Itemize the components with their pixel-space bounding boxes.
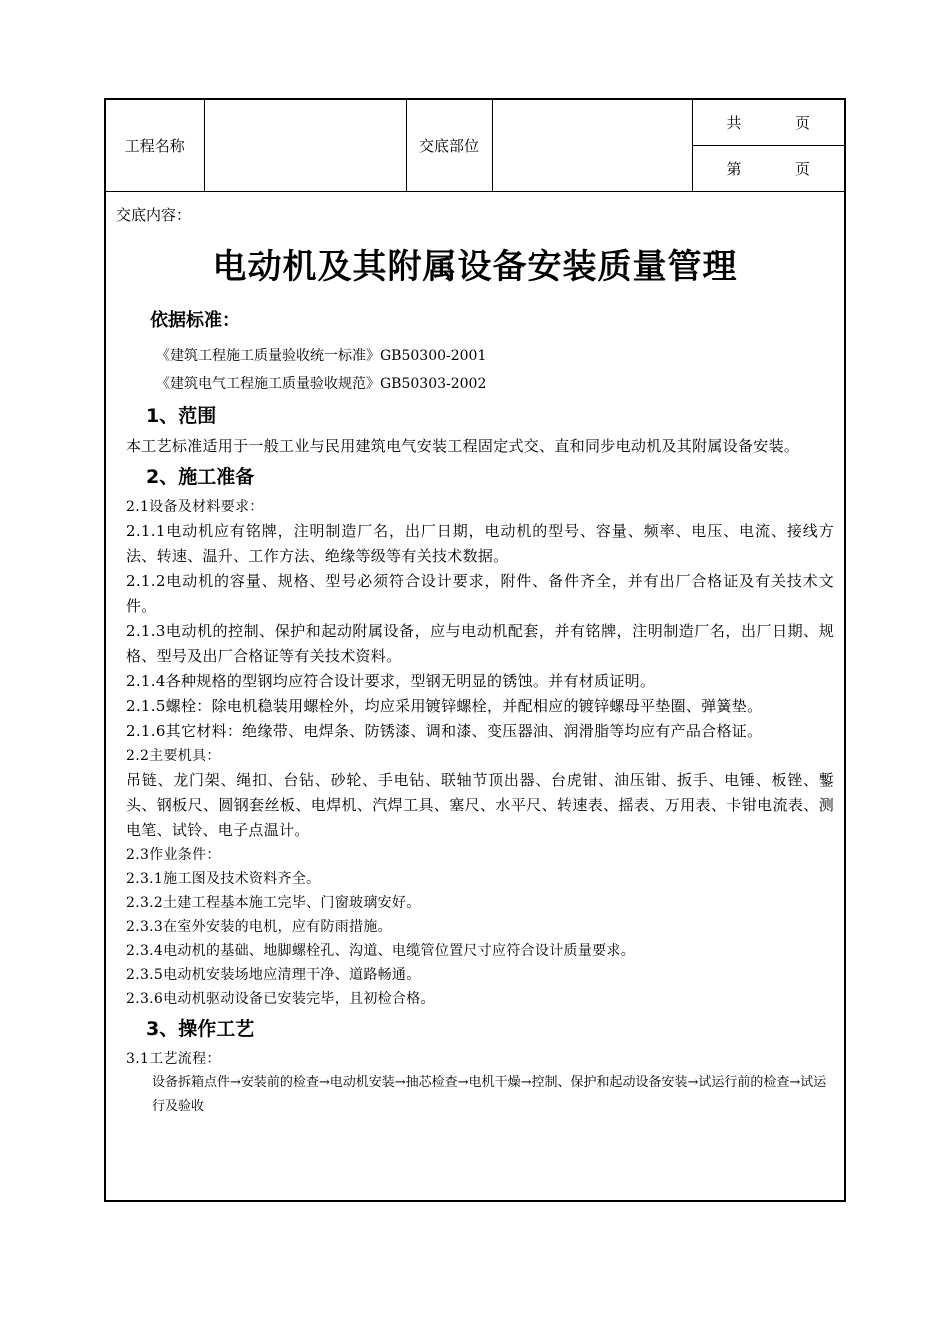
paragraph-2-1-3: 2.1.3电动机的控制、保护和起动附属设备，应与电动机配套，并有铭牌，注明制造厂名，出厂日期、规格、型号及出厂合格证等有关技术资料。 (126, 622, 834, 665)
paragraph-2-1-5: 2.1.5螺栓：除电机稳装用螺栓外，均应采用镀锌螺栓，并配相应的镀锌螺母平垫圈、弹簧垫。 (126, 697, 763, 715)
paragraph-2-3-6: 2.3.6电动机驱动设备已安装完毕，且初检合格。 (126, 991, 435, 1007)
total-pages-label: 共 (726, 114, 742, 132)
paragraph-2-1-4: 2.1.4各种规格的型钢均应符合设计要求，型钢无明显的锈蚀。并有材质证明。 (126, 672, 656, 690)
basis-heading: 依据标准： (150, 310, 240, 331)
document-title: 电动机及其附属设备安装质量管理 (212, 247, 738, 287)
subheading-3-1: 3.1工艺流程： (126, 1051, 221, 1067)
subheading-2-1: 2.1设备及材料要求： (126, 499, 264, 515)
project-name-value[interactable] (204, 100, 406, 192)
scope-text: 本工艺标准适用于一般工业与民用建筑电气安装工程固定式交、直和同步电动机及其附属设备安装。 (126, 437, 800, 455)
section-heading-preparation: 2、施工准备 (146, 466, 255, 488)
paragraph-2-1-6: 2.1.6其它材料：绝缘带、电焊条、防锈漆、调和漆、变压器油、润滑脂等均应有产品合格证。 (126, 722, 763, 740)
disclosure-sheet (104, 98, 846, 1202)
paragraph-2-1-1: 2.1.1电动机应有铭牌，注明制造厂名，出厂日期，电动机的型号、容量、频率、电压、电流、接线方法、转速、温升、工作方法、绝缘等级等有关技术数据。 (126, 522, 834, 565)
header-table (106, 100, 844, 192)
paragraph-2-3-3: 2.3.3在室外安装的电机，应有防雨措施。 (126, 919, 392, 935)
page-unit: 页 (794, 114, 810, 132)
disclosure-content (106, 192, 844, 1200)
page-number-label: 第 (726, 160, 742, 178)
location-label: 交底部位 (406, 100, 492, 192)
section-heading-scope: 1、范围 (146, 405, 217, 427)
paragraph-2-3-5: 2.3.5电动机安装场地应清理干净、道路畅通。 (126, 967, 421, 983)
project-name-label: 工程名称 (106, 100, 204, 192)
standard-item: 《建筑电气工程施工质量验收规范》GB50303-2002 (156, 376, 487, 392)
paragraph-2-3-1: 2.3.1施工图及技术资料齐全。 (126, 871, 321, 887)
paragraph-2-1-2: 2.1.2电动机的容量、规格、型号必须符合设计要求，附件、备件齐全，并有出厂合格证及有关技术文件。 (126, 572, 834, 615)
paragraph-2-3-2: 2.3.2土建工程基本施工完毕、门窗玻璃安好。 (126, 895, 421, 911)
page-number-cell (692, 146, 844, 192)
standard-item: 《建筑工程施工质量验收统一标准》GB50300-2001 (156, 348, 487, 364)
paragraph-2-3-4: 2.3.4电动机的基础、地脚螺栓孔、沟道、电缆管位置尺寸应符合设计质量要求。 (126, 943, 636, 959)
process-flow: 设备拆箱点件→安装前的检查→电动机安装→抽芯检查→电机干燥→控制、保护和起动设备安装→试运行前的检查→试运行及验收 (152, 1075, 827, 1114)
content-lead-label: 交底内容： (116, 206, 192, 224)
subheading-2-2: 2.2主要机具： (126, 748, 221, 764)
section-heading-process: 3、操作工艺 (146, 1018, 255, 1040)
page-unit: 页 (794, 160, 810, 178)
location-value[interactable] (492, 100, 692, 192)
total-pages-cell (692, 100, 844, 146)
tools-list: 吊链、龙门架、绳扣、台钻、砂轮、手电钻、联轴节顶出器、台虎钳、油压钳、扳手、电锤、板锉、鏨头、钢板尺、圆钢套丝板、电焊机、汽焊工具、塞尺、水平尺、转速表、摇表、万用表、卡钳电流表、测电笔、试铃、电子点温计。 (126, 771, 834, 839)
subheading-2-3: 2.3作业条件： (126, 847, 221, 863)
